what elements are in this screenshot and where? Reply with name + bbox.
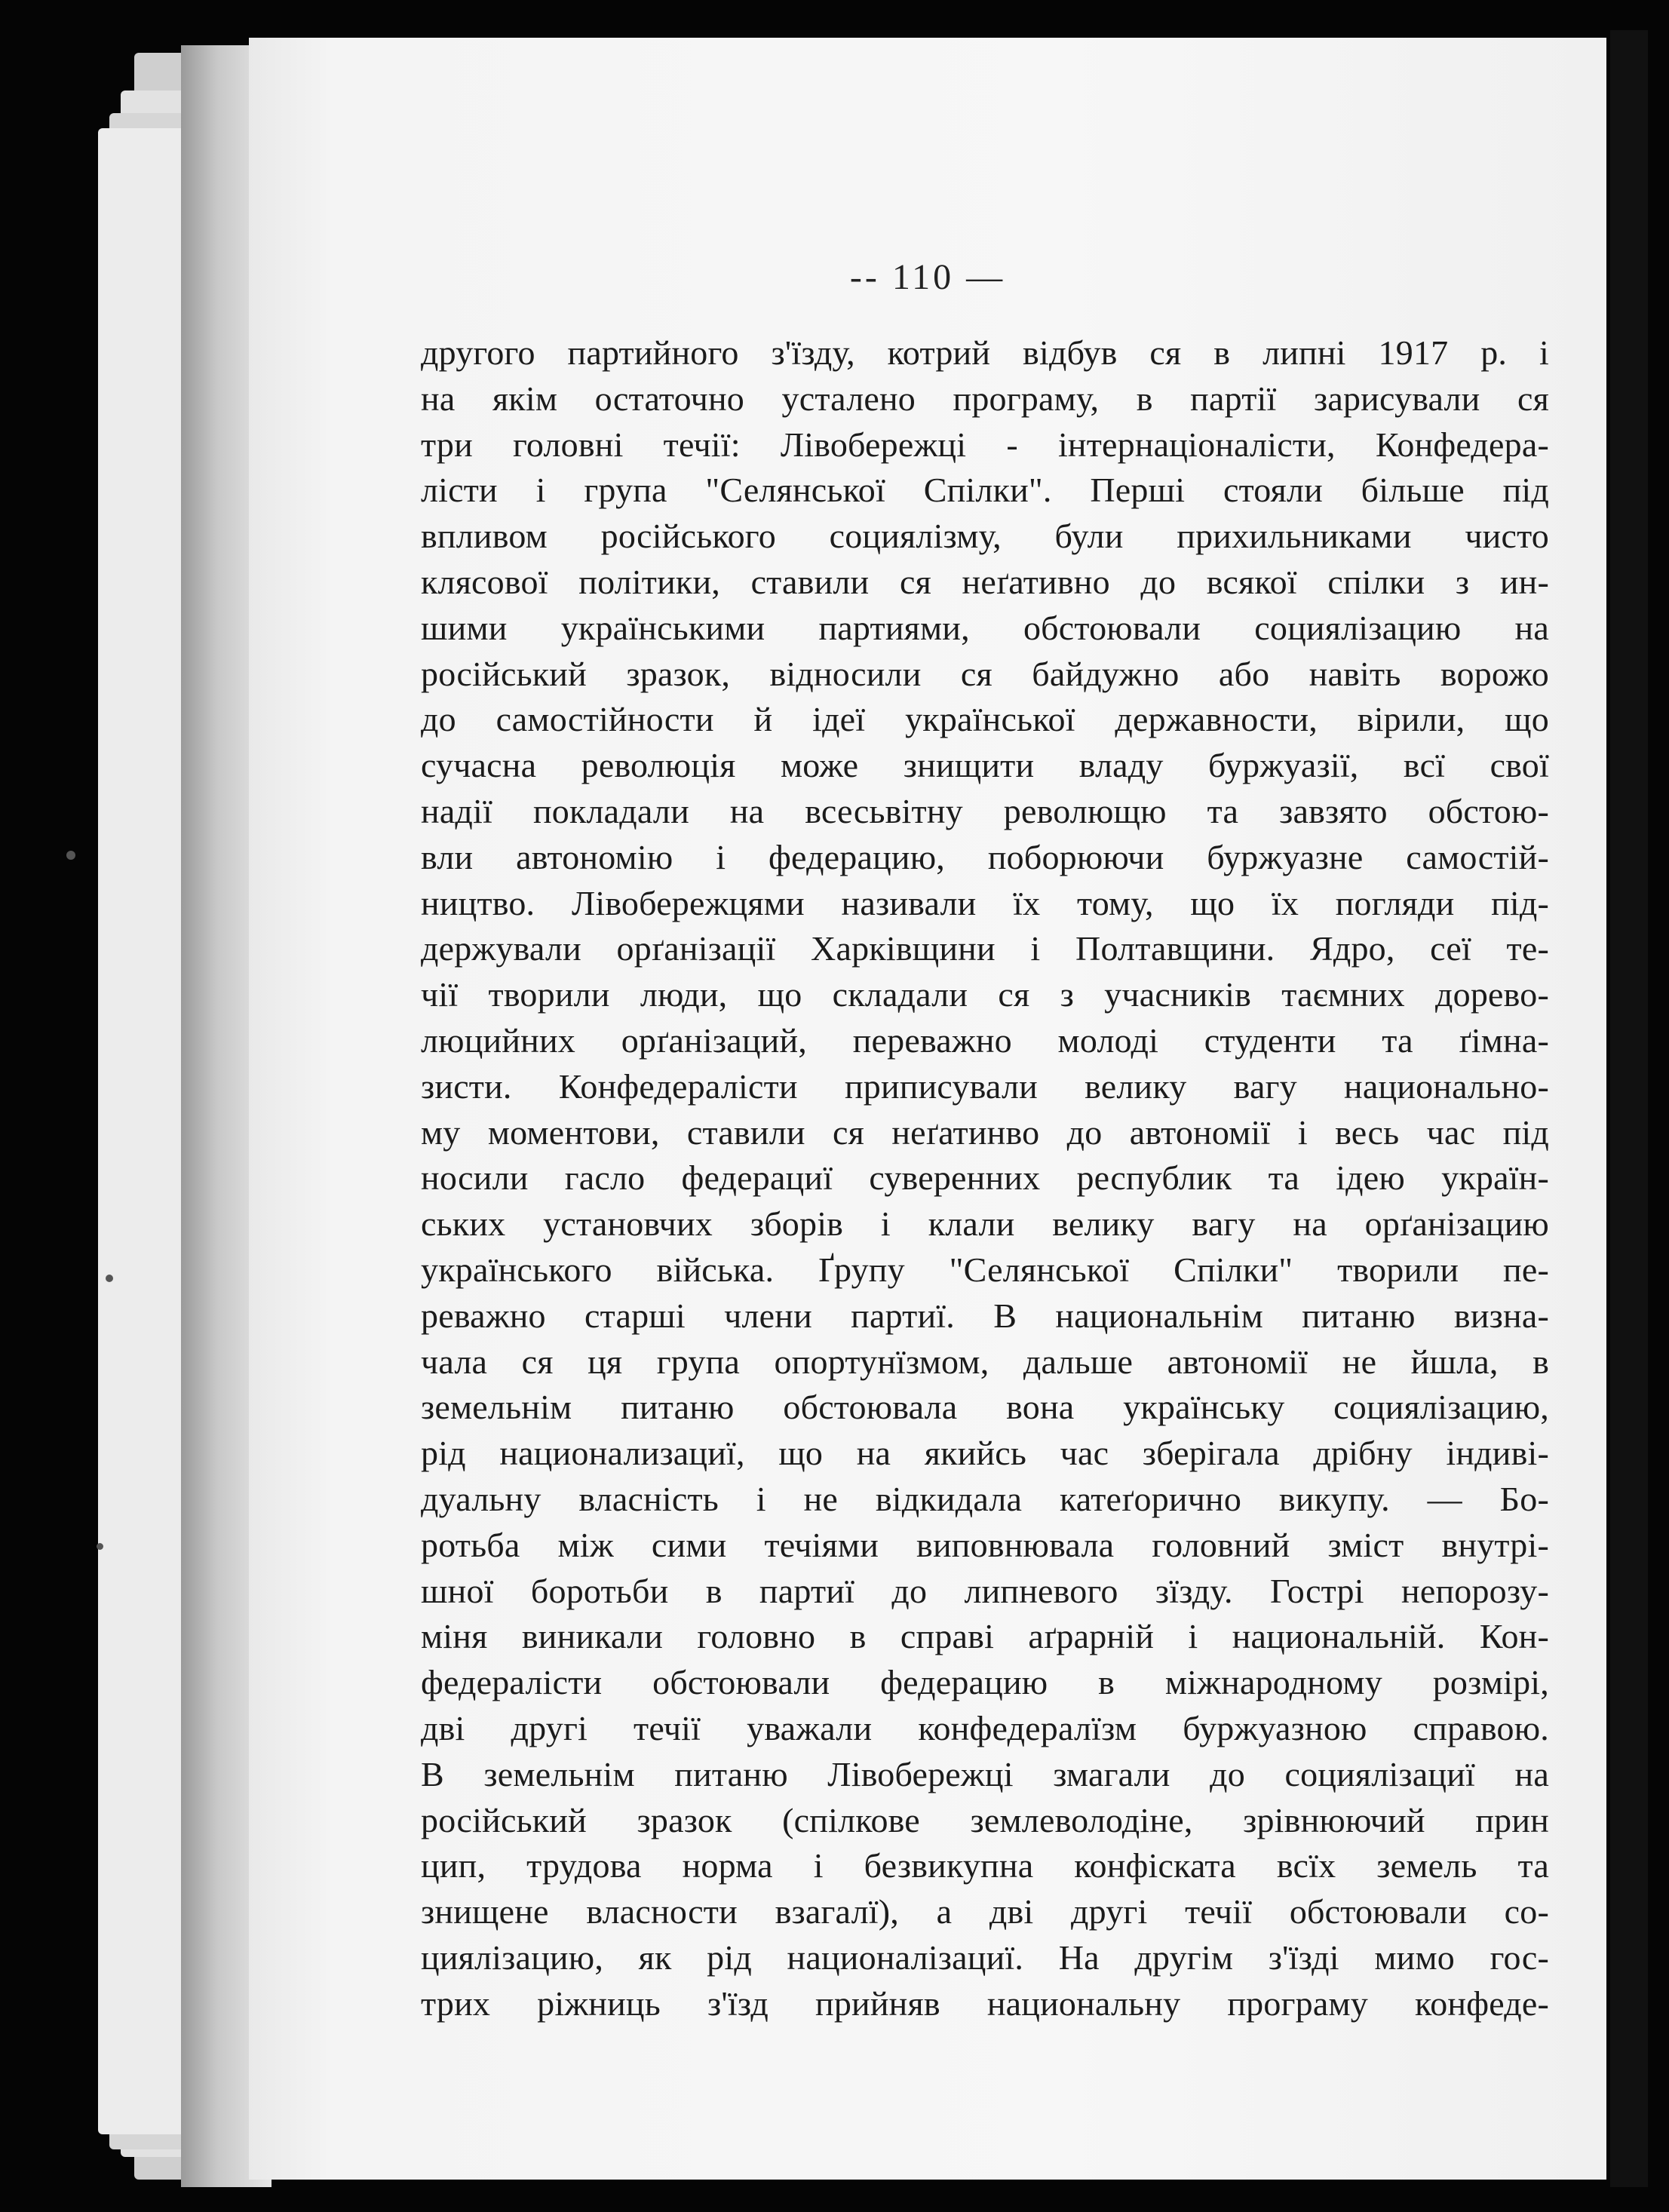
text-line: рід национализациї, що на якийсь час зберігала дрібну індиві-: [421, 1434, 1549, 1473]
text-line: шної боротьби в партиї до липневого зїзду. Гострі непорозу-: [421, 1571, 1549, 1610]
text-line: клясової політики, ставили ся неґативно до всякої спілки з ин-: [421, 562, 1549, 601]
text-line: циялізацию, як рід националізациї. На другім з'їзді мимо гос-: [421, 1937, 1549, 1977]
text-line: російський зразок, відносили ся байдужно або навіть ворожо: [421, 654, 1549, 693]
text-line: носили гасло федерациї суверенних республик та ідею україн-: [421, 1158, 1549, 1198]
text-line: земельнім питаню обстоювала вона українську социялізацию,: [421, 1388, 1549, 1427]
text-line: дві другі течії уважали конфедералїзм буржуазною справою.: [421, 1708, 1549, 1747]
text-line: до самостійности й ідеї української державности, вірили, що: [421, 700, 1549, 739]
text-line: другого партийного з'їзду, котрий відбув ся в липні 1917 р. і: [421, 333, 1549, 372]
text-line: ництво. Лівобережцями називали їх тому, що їх погляди під-: [421, 883, 1549, 922]
text-line: федералісти обстоювали федерацию в міжнародному розмірі,: [421, 1663, 1549, 1702]
text-line: шими українськими партиями, обстоювали социялізацию на: [421, 608, 1549, 647]
text-line: держували орґанізації Харківщини і Полтавщини. Ядро, сеї те-: [421, 929, 1549, 968]
text-line: лісти і група "Селянської Спілки". Перші стояли більше під: [421, 471, 1549, 510]
text-line: дуальну власність і не відкидала катеґорично викупу. — Бо-: [421, 1479, 1549, 1518]
text-line: зисти. Конфедералісти приписували велику вагу национально-: [421, 1066, 1549, 1106]
body-text: [421, 330, 1549, 2026]
scan-speck: [97, 1543, 103, 1550]
text-line: ротьба між сими течіями виповнювала головний зміст внутрі-: [421, 1525, 1549, 1564]
text-line: вли автономію і федерацию, поборюючи буржуазне самостій-: [421, 837, 1549, 876]
text-line: цип, трудова норма і безвикупна конфіската всїх земель та: [421, 1846, 1549, 1885]
text-line: впливом російського социялізму, були прихильниками чисто: [421, 517, 1549, 556]
text-line: українського війська. Ґрупу "Селянської Спілки" творили пе-: [421, 1250, 1549, 1289]
page-number: -- 110 —: [849, 257, 1006, 297]
text-line: три головні течії: Лівобережці - інтернаціоналісти, Конфедера-: [421, 425, 1549, 464]
text-line: знищене власности взагалї), а дві другі течії обстоювали со-: [421, 1892, 1549, 1931]
text-line: міня виникали головно в справі аґрарній і национальній. Кон-: [421, 1617, 1549, 1656]
text-line: В земельнім питаню Лівобережці змагали до социялізациї на: [421, 1754, 1549, 1793]
book-page: [249, 38, 1606, 2180]
text-line: люцийних орґанізаций, переважно молоді студенти та ґімна-: [421, 1020, 1549, 1060]
text-line: му моментови, ставили ся неґатинво до автономії і весь час під: [421, 1112, 1549, 1152]
scan-speck: [106, 1275, 113, 1282]
text-line: сучасна революція може знищити владу буржуазії, всї свої: [421, 746, 1549, 785]
scan-border: [1610, 30, 1648, 2187]
text-line: чії творили люди, що складали ся з учасників таємних дорево-: [421, 975, 1549, 1014]
text-line: надії покладали на всесьвітну револющю та завзято обстою-: [421, 791, 1549, 830]
text-line: російський зразок (спілкове землеволодіне, зрівнюючий прин: [421, 1800, 1549, 1839]
scan-speck: [66, 851, 75, 860]
text-line: на якім остаточно усталено програму, в партії зарисували ся: [421, 379, 1549, 418]
text-line: чала ся ця група опортунїзмом, дальше автономії не йшла, в: [421, 1342, 1549, 1381]
text-line: трих ріжниць з'їзд прийняв национальну програму конфеде-: [421, 1983, 1549, 2023]
text-line: ських установчих зборів і клали велику вагу на орґанізацию: [421, 1204, 1549, 1244]
text-line: реважно старші члени партиї. В национальнім питаню визна-: [421, 1296, 1549, 1335]
